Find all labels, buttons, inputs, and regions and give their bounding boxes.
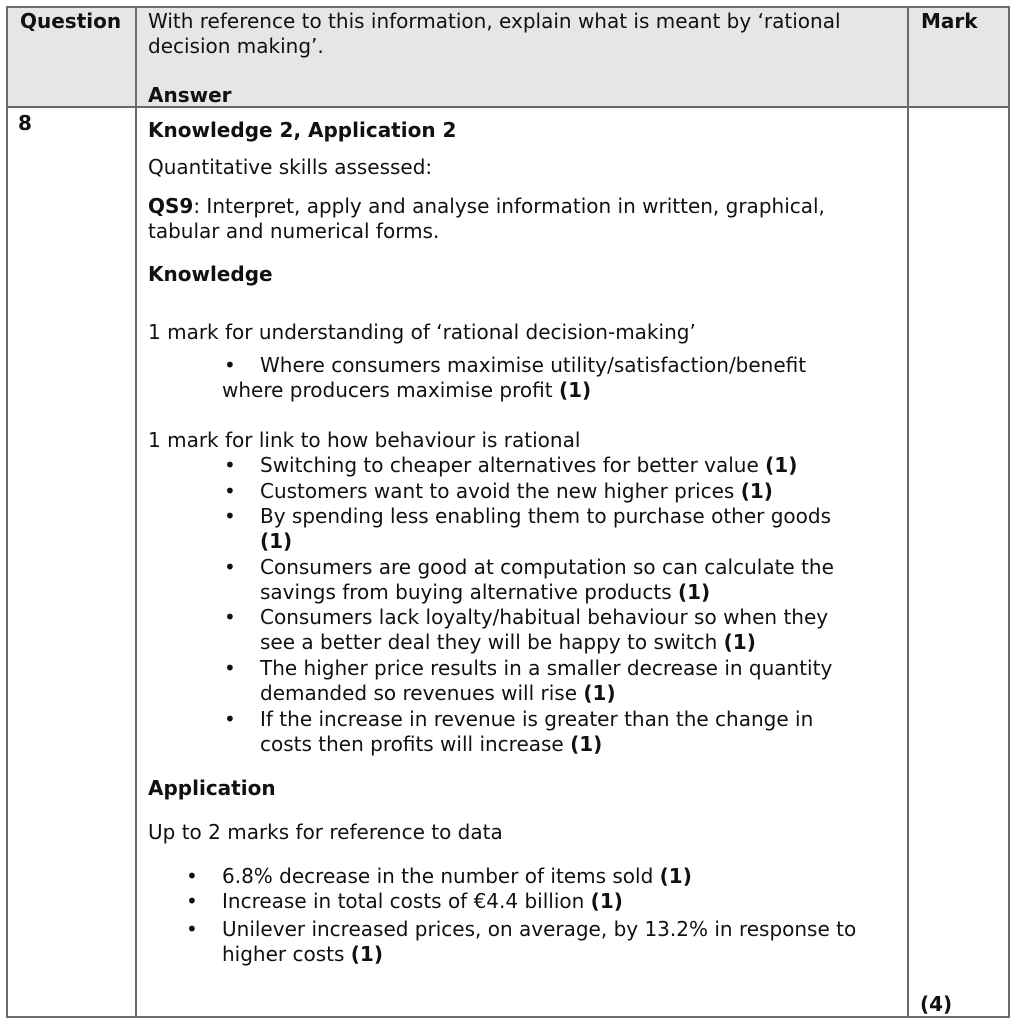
total-mark: (4) — [920, 992, 953, 1016]
table-border-right — [1008, 6, 1010, 1018]
behaviour-bullet-text: demanded so revenues will rise — [260, 681, 584, 705]
behaviour-bullet-line-1 — [260, 707, 813, 731]
behaviour-bullet-text: Consumers lack loyalty/habitual behaviour so when they — [260, 605, 829, 629]
qs-line-1 — [148, 194, 825, 218]
behaviour-bullet-text: Consumers are good at computation so can calculate the — [260, 555, 834, 579]
table-border-bottom — [6, 1016, 1010, 1018]
behaviour-bullet-mark: (1) — [570, 732, 603, 756]
table-border-top — [6, 6, 1010, 8]
behaviour-bullet-line-2 — [260, 630, 756, 654]
behaviour-bullet-mark: (1) — [740, 479, 773, 503]
behaviour-bullet-symbol: • — [224, 707, 236, 731]
behaviour-bullet-text: savings from buying alternative products — [260, 580, 678, 604]
knowledge-heading: Knowledge — [148, 262, 273, 286]
knowledge-bullet-1-line-2 — [222, 378, 591, 402]
behaviour-bullet-mark: (1) — [583, 681, 616, 705]
behaviour-bullet-line-1 — [260, 555, 834, 579]
question-number: 8 — [18, 111, 32, 135]
question-prompt-line-2: decision making’. — [148, 34, 324, 58]
column-divider-mark — [907, 6, 909, 1018]
application-bullet-line-1 — [222, 917, 856, 941]
behaviour-bullet-text: see a better deal they will be happy to switch — [260, 630, 724, 654]
application-bullet-line-2 — [222, 942, 383, 966]
qs-code: QS9 — [148, 194, 194, 218]
behaviour-bullet-mark: (1) — [260, 529, 293, 553]
application-bullet-mark: (1) — [350, 942, 383, 966]
behaviour-bullet-line-2 — [260, 732, 602, 756]
application-bullet-symbol: • — [186, 889, 198, 913]
behaviour-bullet-mark: (1) — [765, 453, 798, 477]
question-prompt-line-1: With reference to this information, explain what is meant by ‘rational — [148, 9, 841, 33]
behaviour-bullet-mark: (1) — [723, 630, 756, 654]
application-bullet-text: Increase in total costs of €4.4 billion — [222, 889, 591, 913]
behaviour-bullet-mark: (1) — [677, 580, 711, 604]
behaviour-bullet-line-1 — [260, 656, 832, 680]
behaviour-bullet-symbol: • — [224, 479, 236, 503]
application-intro: Up to 2 marks for reference to data — [148, 820, 503, 844]
application-heading: Application — [148, 776, 276, 800]
behaviour-bullet-text: By spending less enabling them to purchase other goods — [260, 504, 832, 528]
application-bullet-symbol: • — [186, 917, 198, 941]
answer-column-header: Answer — [148, 83, 232, 107]
knowledge-mark-1-text: 1 mark for understanding of ‘rational decision-making’ — [148, 320, 696, 344]
application-bullet-mark: (1) — [590, 889, 623, 913]
behaviour-bullet-line-1 — [260, 504, 831, 528]
behaviour-bullet-line-2 — [260, 681, 616, 705]
behaviour-bullet-line-1 — [260, 605, 828, 629]
mark-column-header: Mark — [921, 9, 978, 33]
qs-intro: Quantitative skills assessed: — [148, 155, 433, 179]
table-border-left — [6, 6, 8, 1018]
application-bullet-line-1 — [222, 889, 623, 913]
behaviour-bullet-symbol: • — [224, 605, 236, 629]
behaviour-bullet-symbol: • — [224, 656, 236, 680]
behaviour-bullet-line-2 — [260, 580, 710, 604]
behaviour-bullet-line-1 — [260, 453, 797, 477]
knowledge-bullet-1-line-1: Where consumers maximise utility/satisfaction/benefit — [260, 353, 807, 377]
behaviour-bullet-text: If the increase in revenue is greater than the change in — [260, 707, 814, 731]
application-bullet-symbol: • — [186, 864, 198, 888]
knowledge-mark-2-text: 1 mark for link to how behaviour is rational — [148, 428, 581, 452]
application-bullet-text: higher costs — [222, 942, 351, 966]
behaviour-bullet-line-2 — [260, 529, 292, 553]
application-bullet-line-1 — [222, 864, 692, 888]
knowledge-bullet-1-symbol: • — [224, 353, 236, 377]
behaviour-bullet-text: Customers want to avoid the new higher prices — [260, 479, 741, 503]
behaviour-bullet-symbol: • — [224, 504, 236, 528]
application-bullet-text: Unilever increased prices, on average, by 13.2% in response to — [222, 917, 857, 941]
knowledge-bullet-1-text: where producers maximise profit — [222, 378, 559, 402]
behaviour-bullet-text: Switching to cheaper alternatives for better value — [260, 453, 766, 477]
answer-heading: Knowledge 2, Application 2 — [148, 118, 457, 142]
application-bullet-text: 6.8% decrease in the number of items sold — [222, 864, 660, 888]
column-divider-question — [135, 6, 137, 1018]
behaviour-bullet-text: costs then profits will increase — [260, 732, 571, 756]
qs-text: : Interpret, apply and analyse information in written, graphical, — [193, 194, 825, 218]
behaviour-bullet-symbol: • — [224, 453, 236, 477]
application-bullet-mark: (1) — [659, 864, 692, 888]
behaviour-bullet-symbol: • — [224, 555, 236, 579]
qs-line-2: tabular and numerical forms. — [148, 219, 440, 243]
knowledge-bullet-1-mark: (1) — [558, 378, 592, 402]
question-column-header: Question — [20, 9, 122, 33]
behaviour-bullet-text: The higher price results in a smaller decrease in quantity — [260, 656, 833, 680]
behaviour-bullet-line-1 — [260, 479, 773, 503]
